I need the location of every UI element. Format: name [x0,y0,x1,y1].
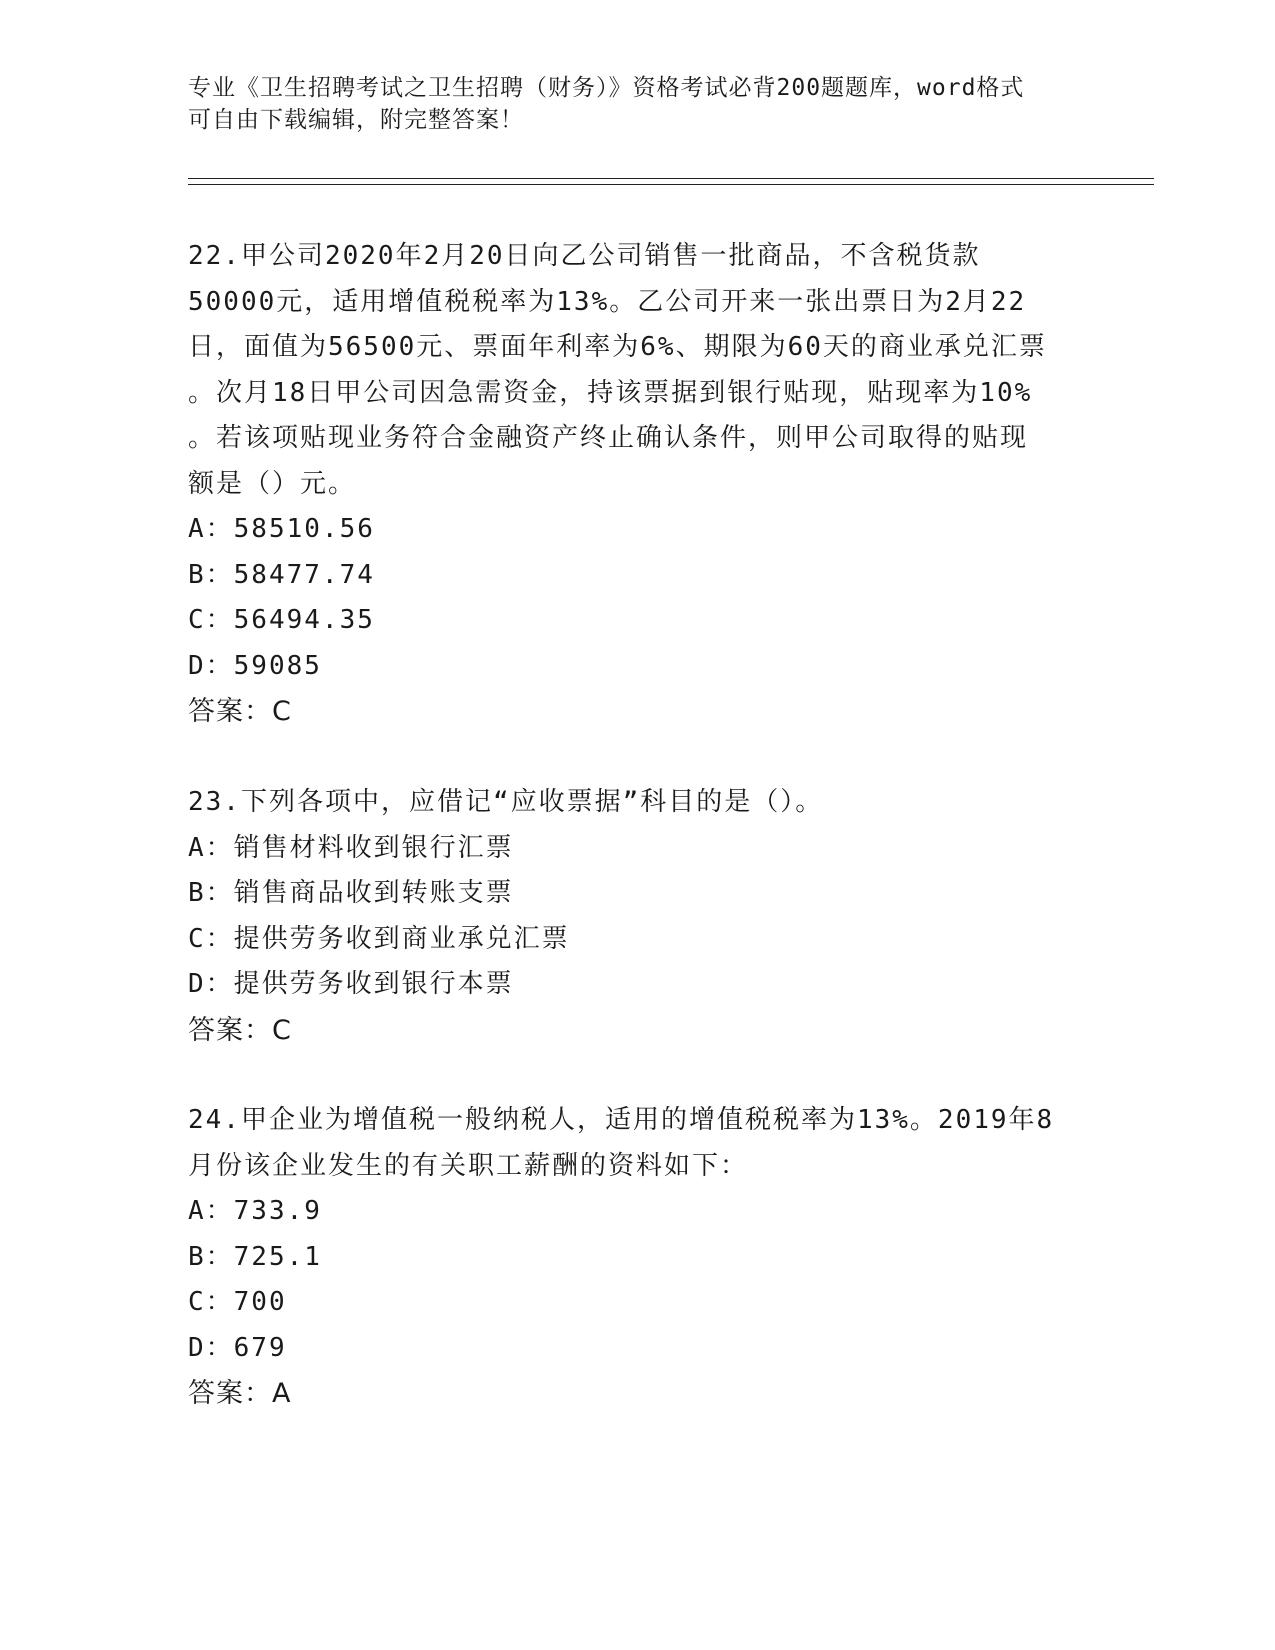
option-d: D：59085 [188,650,322,681]
document-header [188,72,1068,136]
answer-line: 答案：C [188,696,292,727]
option-a: A：58510.56 [188,514,375,544]
question-22 [188,234,1088,735]
question-stem-line: 日，面值为56500元、票面年利率为6%、期限为60天的商业承兑汇票 [188,332,1047,362]
option-b: B：58477.74 [188,559,375,590]
option-a: A：733.9 [188,1196,322,1226]
option-c: C：56494.35 [188,605,375,635]
option-b: B：725.1 [188,1241,322,1272]
option-d: D：679 [188,1332,287,1363]
question-24 [188,1098,1088,1417]
answer-line: 答案：C [188,1014,292,1046]
option-b: B：销售商品收到转账支票 [188,878,514,908]
question-stem-line: 。若该项贴现业务符合金融资产终止确认条件，则甲公司取得的贴现 [188,423,1029,453]
question-stem-line: 22.甲公司2020年2月20日向乙公司销售一批商品，不含税货款 [188,241,981,271]
question-stem-line: 月份该企业发生的有关职工薪酬的资料如下： [188,1150,749,1181]
option-c: C：700 [188,1287,287,1317]
answer-line: 答案：A [188,1378,292,1409]
question-23 [188,780,1088,1053]
option-a: A：销售材料收到银行汇票 [188,832,514,863]
question-stem-line: 额是（）元。 [188,468,357,499]
header-divider-bottom [188,184,1154,185]
question-stem-line: 23.下列各项中，应借记“应收票据”科目的是（）。 [188,787,824,817]
question-stem-line: 。次月18日甲公司因急需资金，持该票据到银行贴现，贴现率为10% [188,377,1033,408]
question-stem-line: 50000元，适用增值税税率为13%。乙公司开来一张出票日为2月22 [188,286,1027,317]
option-d: D：提供劳务收到银行本票 [188,969,514,999]
header-divider-top [188,178,1154,179]
option-c: C：提供劳务收到商业承兑汇票 [188,923,570,954]
header-line: 可自由下载编辑，附完整答案！ [188,107,524,133]
question-stem-line: 24.甲企业为增值税一般纳税人，适用的增值税税率为13%。2019年8 [188,1105,1055,1135]
header-line: 专业《卫生招聘考试之卫生招聘（财务）》资格考试必背200题题库，word格式 [188,75,1025,101]
